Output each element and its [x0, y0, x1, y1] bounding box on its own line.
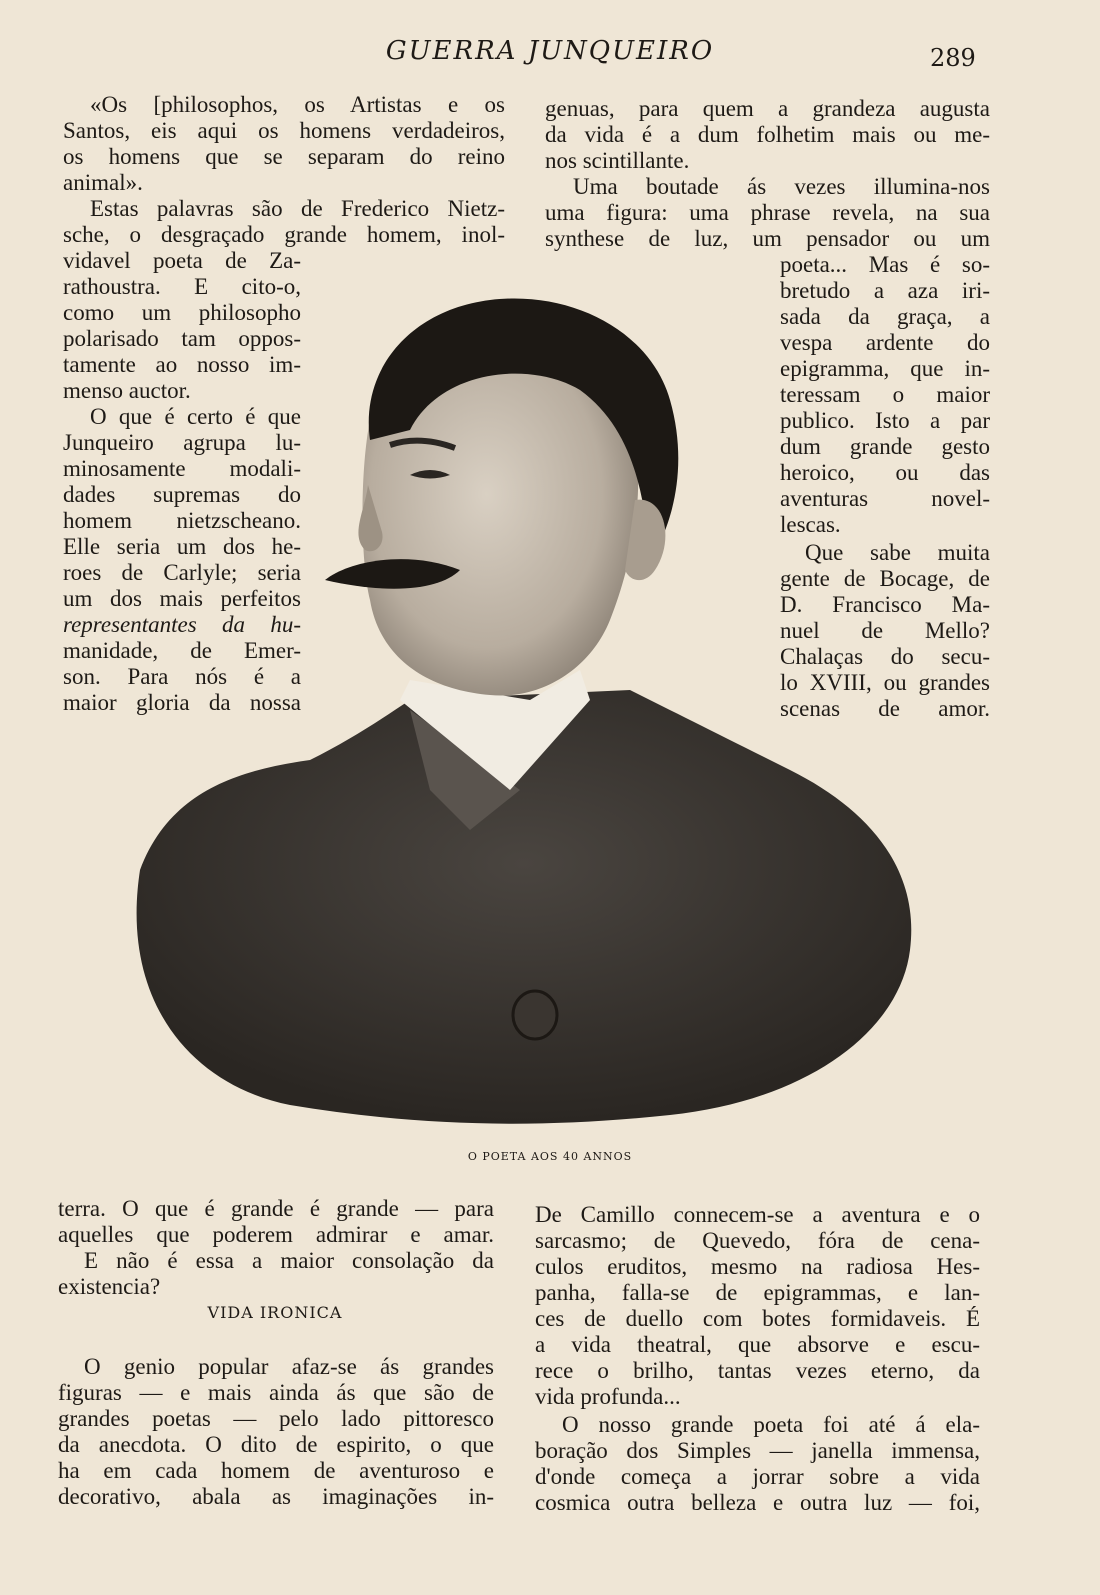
text-line: aventuras novel- — [780, 486, 990, 511]
text-line: rathoustra. E cito-o, — [63, 274, 301, 299]
text-line: aquelles que poderem admirar e amar. — [58, 1222, 494, 1247]
text-line: E não é essa a maior consolação da — [84, 1248, 494, 1273]
text-line: sarcasmo; de Quevedo, fóra de cena- — [535, 1228, 980, 1253]
text-line: grandes poetas — pelo lado pittoresco — [58, 1406, 494, 1431]
text-line: gente de Bocage, de — [780, 566, 990, 591]
running-title: GUERRA JUNQUEIRO — [385, 36, 715, 66]
portrait-caption: O POETA AOS 40 ANNOS — [467, 1150, 633, 1163]
text-line: synthese de luz, um pensador ou um — [545, 226, 990, 251]
text-line: boração dos Simples — janella immensa, — [535, 1438, 980, 1463]
text-line: da vida é a dum folhetim mais ou me- — [545, 122, 990, 147]
text-line: a vida theatral, que absorve e escu- — [535, 1332, 980, 1357]
section-heading: VIDA IRONICA — [207, 1303, 343, 1322]
text-line: Chalaças do secu- — [780, 644, 990, 669]
text-line: O genio popular afaz-se ás grandes — [84, 1354, 494, 1379]
text-line: rece o brilho, tantas vezes eterno, da — [535, 1358, 980, 1383]
text-line: figuras — e mais ainda ás que são de — [58, 1380, 494, 1405]
text-line: Junqueiro agrupa lu- — [63, 430, 301, 455]
text-line: tamente ao nosso im- — [63, 352, 301, 377]
text-line: D. Francisco Ma- — [780, 592, 990, 617]
text-line: um dos mais perfeitos — [63, 586, 301, 611]
poet-portrait-image — [110, 270, 940, 1140]
text-line: sche, o desgraçado grande homem, inol- — [63, 222, 505, 247]
text-line: Uma boutade ás vezes illumina-nos — [573, 174, 990, 199]
text-line: minosamente modali- — [63, 456, 301, 481]
text-line: sada da graça, a — [780, 304, 990, 329]
text-line: dades supremas do — [63, 482, 301, 507]
text-line: polarisado tam oppos- — [63, 326, 301, 351]
text-line: uma figura: uma phrase revela, na sua — [545, 200, 990, 225]
text-line: decorativo, abala as imaginações in- — [58, 1484, 494, 1509]
text-line: vidavel poeta de Za- — [63, 248, 301, 273]
text-line: teressam o maior — [780, 382, 990, 407]
text-line: De Camillo connecem-se a aventura e o — [535, 1202, 980, 1227]
text-line: d'onde começa a jorrar sobre a vida — [535, 1464, 980, 1489]
text-line: «Os [philosophos, os Artistas e os — [90, 92, 505, 117]
text-line: lescas. — [780, 512, 841, 537]
text-line: como um philosopho — [63, 300, 301, 325]
text-line: Elle seria um dos he- — [63, 534, 301, 559]
text-line: representantes da hu- — [63, 612, 301, 637]
text-line: nuel de Mello? — [780, 618, 990, 643]
text-line: Santos, eis aqui os homens verdadeiros, — [63, 118, 505, 143]
page-number: 289 — [930, 44, 976, 72]
text-line: cosmica outra belleza e outra luz — foi, — [535, 1490, 980, 1515]
text-line: manidade, de Emer- — [63, 638, 301, 663]
text-line: publico. Isto a par — [780, 408, 990, 433]
text-line: vida profunda... — [535, 1384, 681, 1409]
text-line: son. Para nós é a — [63, 664, 301, 689]
text-line: roes de Carlyle; seria — [63, 560, 301, 585]
text-line: Que sabe muita — [805, 540, 990, 565]
text-line: homem nietzscheano. — [63, 508, 301, 533]
text-line: dum grande gesto — [780, 434, 990, 459]
text-line: O nosso grande poeta foi até á ela- — [562, 1412, 980, 1437]
text-line: scenas de amor. — [780, 696, 990, 721]
text-line: ces de duello com botes formidaveis. É — [535, 1306, 980, 1331]
text-line: panha, falla-se de epigrammas, e lan- — [535, 1280, 980, 1305]
text-line: existencia? — [58, 1274, 161, 1299]
text-line: O que é certo é que — [90, 404, 301, 429]
text-line: lo XVIII, ou grandes — [780, 670, 990, 695]
text-line: nos scintillante. — [545, 148, 690, 173]
text-line: terra. O que é grande é grande — para — [58, 1196, 494, 1221]
text-line: menso auctor. — [63, 378, 191, 403]
text-line: da anecdota. O dito de espirito, o que — [58, 1432, 494, 1457]
text-line: poeta... Mas é so- — [780, 252, 990, 277]
text-line: animal». — [63, 170, 143, 195]
text-line: os homens que se separam do reino — [63, 144, 505, 169]
text-line: bretudo a aza iri- — [780, 278, 990, 303]
text-line: genuas, para quem a grandeza augusta — [545, 96, 990, 121]
text-line: epigramma, que in- — [780, 356, 990, 381]
text-line: maior gloria da nossa — [63, 690, 301, 715]
text-line: culos eruditos, mesmo na radiosa Hes- — [535, 1254, 980, 1279]
text-line: heroico, ou das — [780, 460, 990, 485]
text-line: vespa ardente do — [780, 330, 990, 355]
text-line: ha em cada homem de aventuroso e — [58, 1458, 494, 1483]
text-line: Estas palavras são de Frederico Nietz- — [90, 196, 505, 221]
